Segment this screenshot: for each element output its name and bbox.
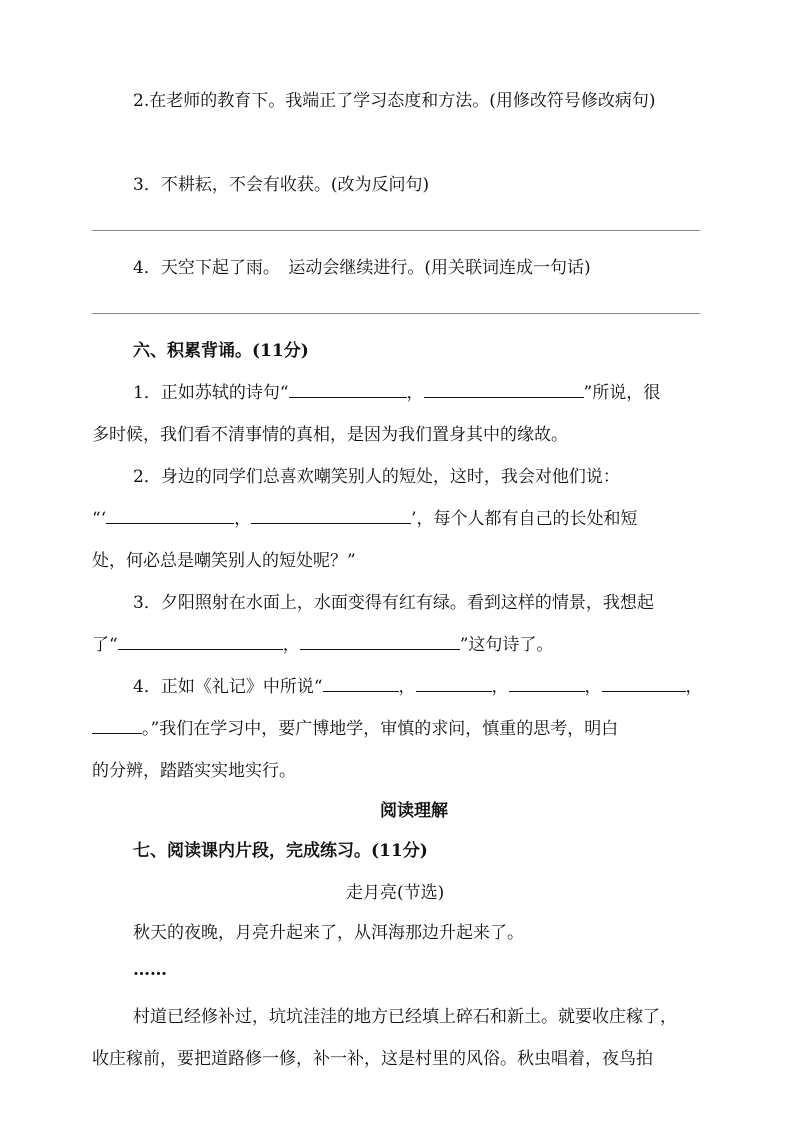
q6-3-suffix: ”这句诗了。 [459, 635, 554, 655]
comma: ， [282, 635, 300, 655]
passage-p2-line1: 村道已经修补过，坑坑洼洼的地方已经填上碎石和新土。就要收庄稼了， [133, 1007, 677, 1027]
q6-3-line2 [92, 630, 553, 655]
q6-2-suffix: ’，每个人都有自己的长处和短 [411, 509, 638, 529]
reading-heading: 阅读理解 [380, 801, 448, 821]
comma: ， [685, 677, 703, 697]
q6-1-prefix: 1．正如苏轼的诗句“ [133, 383, 289, 403]
q6-4-line1 [133, 672, 703, 697]
q5-2-text: 2.在老师的教育下。我端正了学习态度和方法。(用修改符号修改病句) [133, 91, 656, 111]
q6-3-prefix: 了“ [92, 635, 118, 655]
blank [289, 396, 407, 398]
section-7-title: 七、阅读课内片段，完成练习。(11分) [133, 841, 428, 861]
q5-3-text: 3．不耕耘，不会有收获。(改为反问句) [133, 175, 430, 195]
passage-p2-line2: 收庄稼前，要把道路修一修，补一补，这是村里的风俗。秋虫唱着，夜鸟拍 [92, 1049, 653, 1069]
comma: ， [406, 383, 424, 403]
q6-1-suffix: ”所说，很 [583, 383, 661, 403]
blank [424, 396, 584, 398]
blank [323, 690, 399, 692]
blank [106, 522, 234, 524]
blank [251, 522, 411, 524]
blank [300, 648, 460, 650]
q6-1-line2: 多时候，我们看不清事情的真相，是因为我们置身其中的缘故。 [92, 425, 568, 445]
q6-4-prefix: 4．正如《礼记》中所说“ [133, 677, 323, 697]
passage-ellipsis: …… [133, 960, 167, 980]
q5-4-text: 4．天空下起了雨。 运动会继续进行。(用关联词连成一句话) [133, 258, 591, 278]
q6-2-line1: 2．身边的同学们总喜欢嘲笑别人的短处，这时，我会对他们说： [133, 467, 620, 487]
passage-title: 走月亮(节选) [346, 883, 445, 903]
answer-line [92, 230, 700, 231]
blank [416, 690, 492, 692]
q6-3-line1: 3．夕阳照射在水面上，水面变得有红有绿。看到这样的情景，我想起 [133, 593, 654, 613]
section-6-title: 六、积累背诵。(11分) [133, 341, 309, 361]
q6-4-text: 。”我们在学习中，要广博地学，审慎的求问，慎重的思考，明白 [142, 719, 619, 739]
q6-4-line2 [92, 714, 618, 739]
q6-2-line3: 处，何必总是嘲笑别人的短处呢？” [92, 551, 356, 571]
comma: ， [491, 677, 509, 697]
comma: ， [398, 677, 416, 697]
q6-2-line2 [92, 504, 638, 529]
q6-1-line1 [133, 378, 660, 403]
quote-open: “‘ [92, 509, 107, 529]
answer-line [92, 313, 700, 314]
comma: ， [234, 509, 252, 529]
blank [602, 690, 686, 692]
blank [92, 732, 142, 734]
blank [118, 648, 283, 650]
blank [509, 690, 585, 692]
q6-4-line3: 的分辨，踏踏实实地实行。 [92, 761, 296, 781]
passage-p1: 秋天的夜晚，月亮升起来了，从洱海那边升起来了。 [133, 923, 524, 943]
comma: ， [584, 677, 602, 697]
